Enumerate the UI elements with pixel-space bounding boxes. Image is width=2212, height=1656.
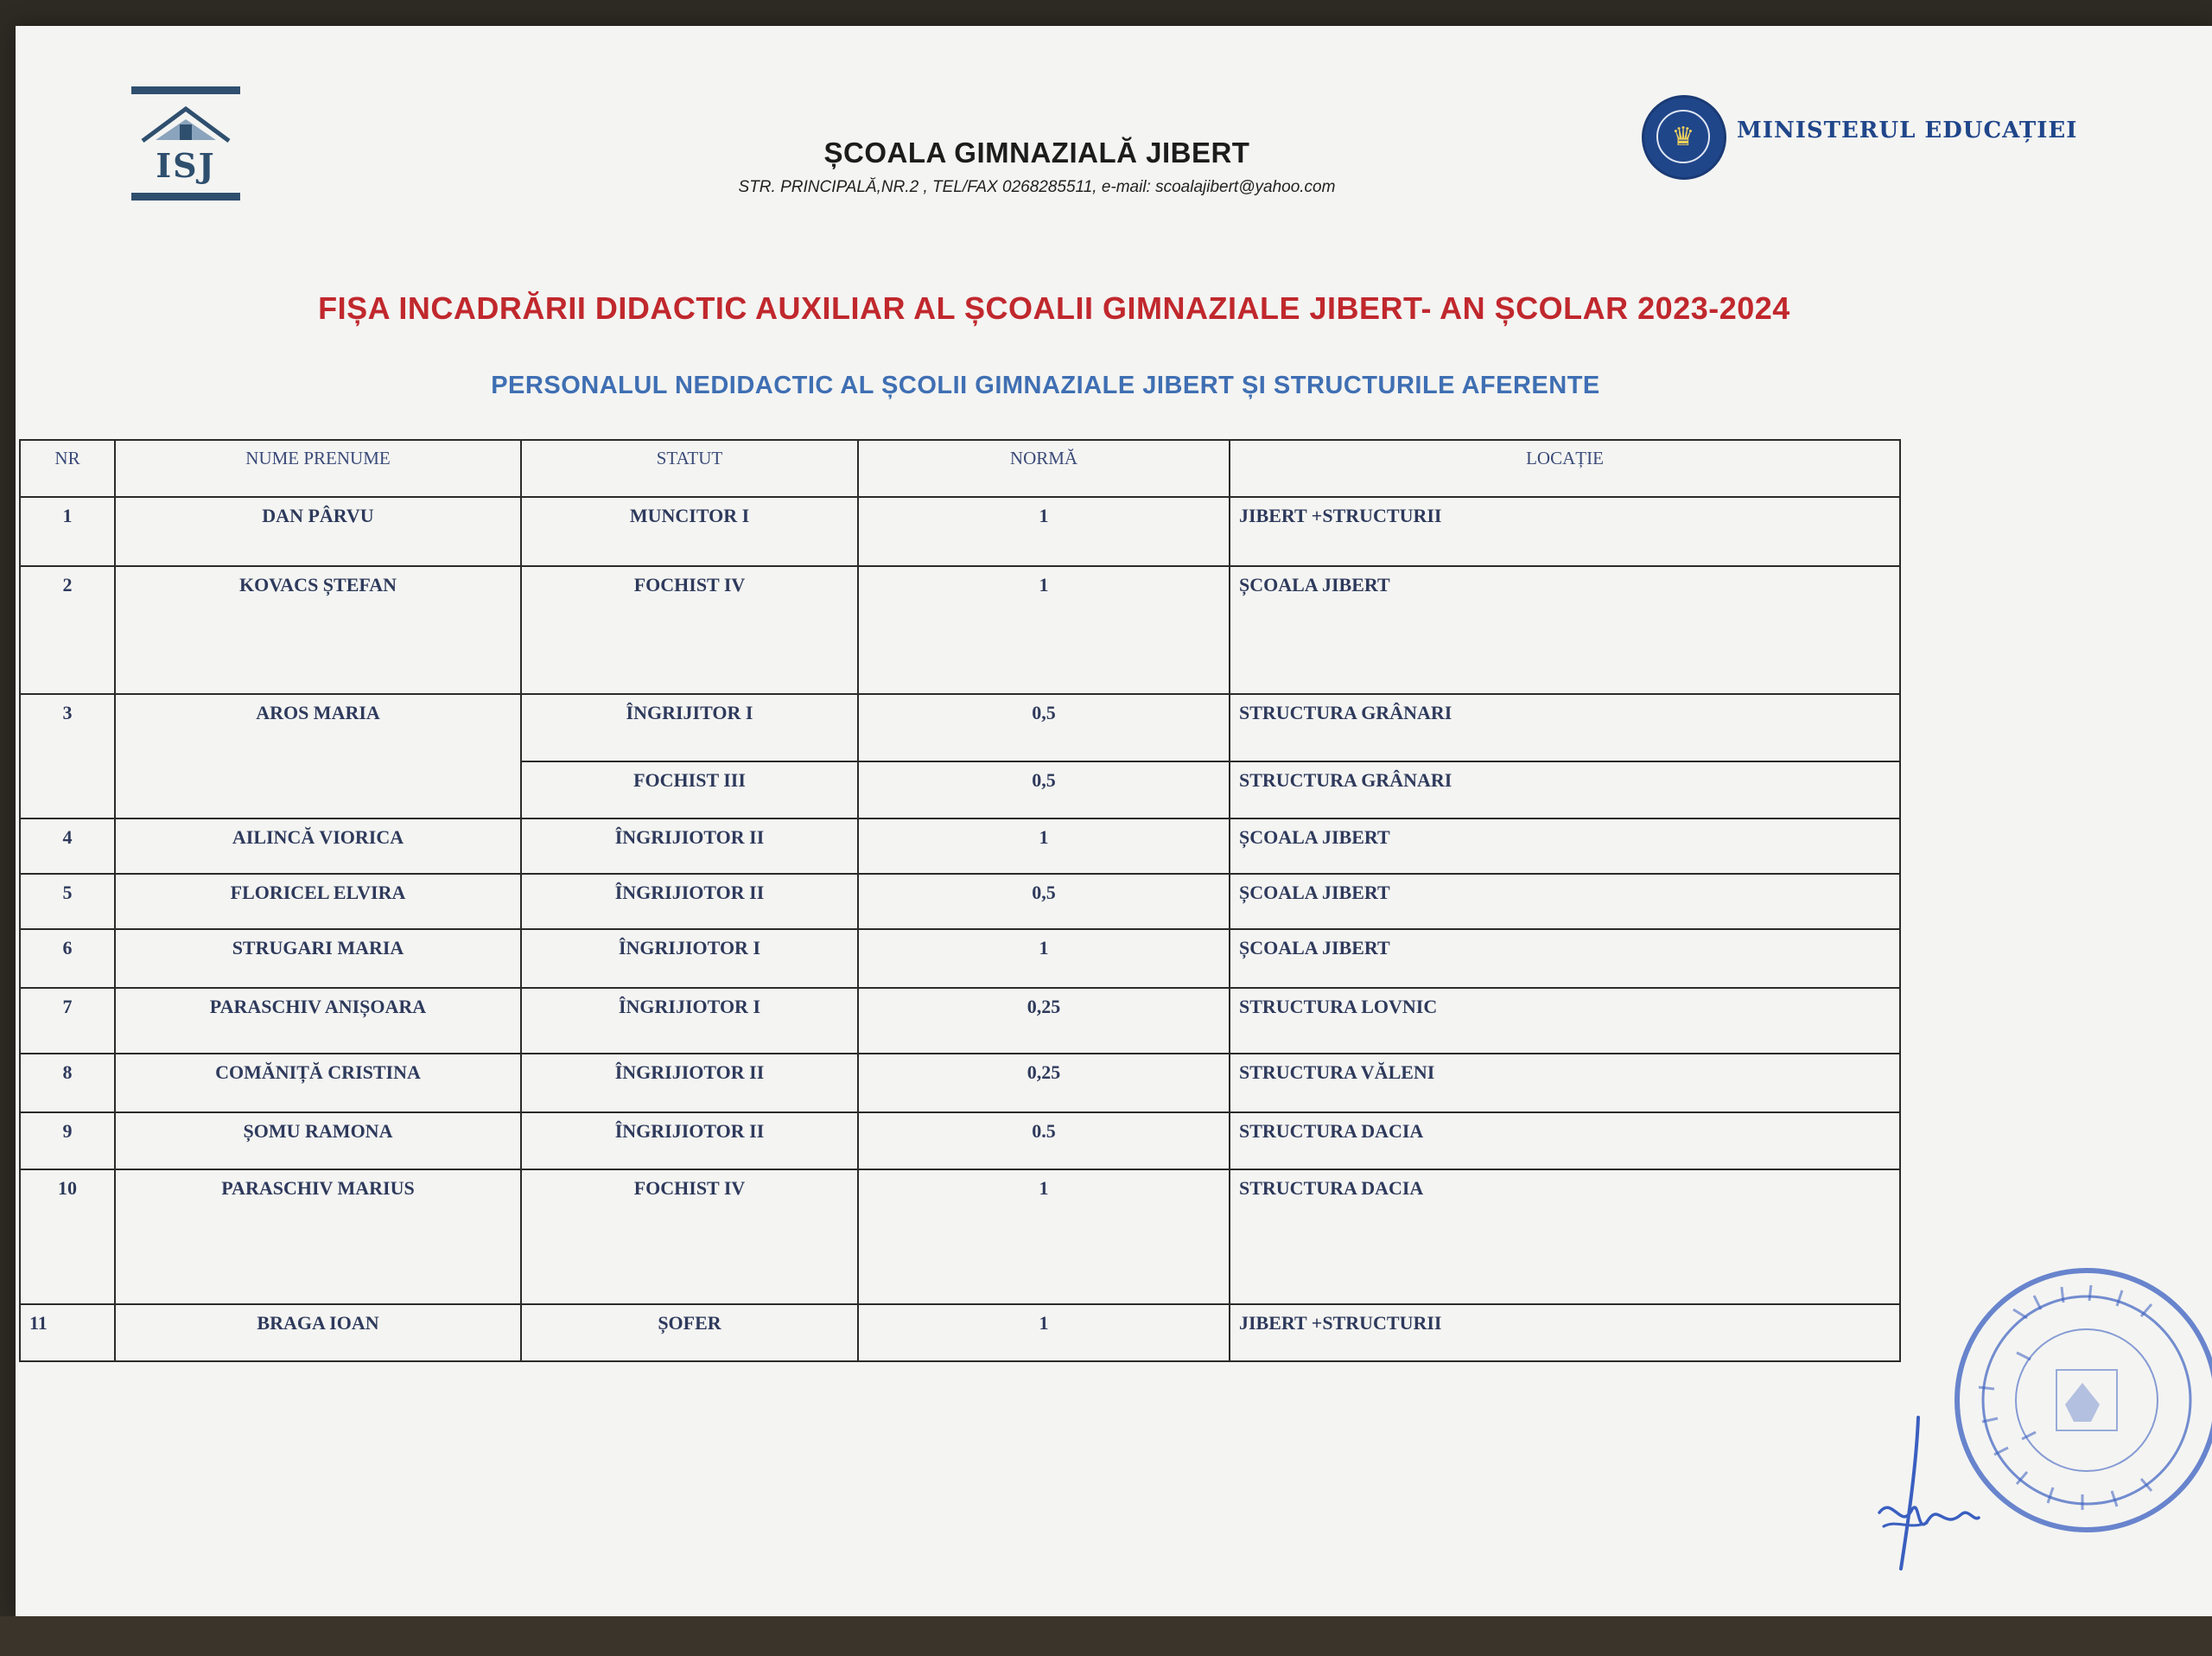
cell-statut: ÎNGRIJITOR I: [521, 694, 858, 761]
cell-nume: STRUGARI MARIA: [115, 929, 521, 988]
cell-nume: FLORICEL ELVIRA: [115, 874, 521, 929]
signature: [1866, 1409, 1987, 1573]
cell-nume: DAN PÂRVU: [115, 497, 521, 566]
cell-nr: 1: [20, 497, 115, 566]
staff-table: [19, 439, 1901, 1362]
table-row: [20, 988, 1900, 1054]
isj-logo: [131, 86, 240, 201]
cell-locatie: ȘCOALA JIBERT: [1230, 566, 1900, 694]
cell-norma: 1: [858, 1304, 1230, 1361]
isj-logo-top-bar: [131, 86, 240, 94]
cell-locatie: STRUCTURA VĂLENI: [1230, 1054, 1900, 1112]
cell-statut: ÎNGRIJIOTOR II: [521, 1054, 858, 1112]
cell-nume: BRAGA IOAN: [115, 1304, 521, 1361]
cell-nume: KOVACS ȘTEFAN: [115, 566, 521, 694]
isj-roof-icon: [138, 102, 233, 145]
cell-norma: 1: [858, 929, 1230, 988]
cell-statut: ÎNGRIJIOTOR II: [521, 818, 858, 874]
document-subtitle: PERSONALUL NEDIDACTIC AL ȘCOLII GIMNAZIALE JIBERT ȘI STRUCTURILE AFERENTE: [491, 372, 1600, 399]
cell-statut: FOCHIST IV: [521, 566, 858, 694]
ministry-logo: [1642, 95, 2078, 182]
cell-locatie: ȘCOALA JIBERT: [1230, 818, 1900, 874]
cell-statut: FOCHIST III: [521, 761, 858, 818]
cell-norma: 1: [858, 818, 1230, 874]
cell-locatie: ȘCOALA JIBERT: [1230, 874, 1900, 929]
romanian-coat-of-arms-icon: ♛: [1642, 95, 1726, 180]
header-nr: NR: [20, 440, 115, 497]
cell-locatie: STRUCTURA DACIA: [1230, 1169, 1900, 1304]
document-title: FIȘA INCADRĂRII DIDACTIC AUXILIAR AL ȘCOALII GIMNAZIALE JIBERT- AN ȘCOLAR 2023-2024: [318, 290, 1790, 326]
cell-locatie: STRUCTURA LOVNIC: [1230, 988, 1900, 1054]
cell-nume: AILINCĂ VIORICA: [115, 818, 521, 874]
cell-nr: 7: [20, 988, 115, 1054]
cell-nr: 2: [20, 566, 115, 694]
cell-norma: 0,25: [858, 988, 1230, 1054]
cell-norma: 0,5: [858, 761, 1230, 818]
table-row: [20, 1112, 1900, 1169]
cell-statut: ÎNGRIJIOTOR II: [521, 874, 858, 929]
cell-norma: 0.5: [858, 1112, 1230, 1169]
isj-logo-text: ISJ: [156, 146, 216, 185]
table-row: [20, 566, 1900, 694]
cell-statut: ȘOFER: [521, 1304, 858, 1361]
cell-nr: 3: [20, 694, 115, 818]
cell-norma: 0,25: [858, 1054, 1230, 1112]
cell-locatie: STRUCTURA GRÂNARI: [1230, 694, 1900, 761]
header-norma: NORMĂ: [858, 440, 1230, 497]
table-row: [20, 497, 1900, 566]
cell-nr: 11: [20, 1304, 115, 1361]
cell-statut: ÎNGRIJIOTOR II: [521, 1112, 858, 1169]
header-locatie: LOCAȚIE: [1230, 440, 1900, 497]
header-nume: NUME PRENUME: [115, 440, 521, 497]
cell-nr: 6: [20, 929, 115, 988]
ministry-name: MINISTERUL EDUCAȚIEI: [1737, 118, 2078, 143]
cell-nr: 4: [20, 818, 115, 874]
cell-nr: 9: [20, 1112, 115, 1169]
cell-statut: ÎNGRIJIOTOR I: [521, 988, 858, 1054]
table-header-row: [20, 440, 1900, 497]
cell-norma: 1: [858, 566, 1230, 694]
cell-statut: MUNCITOR I: [521, 497, 858, 566]
cell-nr: 10: [20, 1169, 115, 1304]
cell-locatie: JIBERT +STRUCTURII: [1230, 497, 1900, 566]
cell-nr: 5: [20, 874, 115, 929]
cell-nume: PARASCHIV ANIȘOARA: [115, 988, 521, 1054]
cell-norma: 0,5: [858, 694, 1230, 761]
table-row: [20, 1304, 1900, 1361]
table-row: [20, 818, 1900, 874]
school-name: ȘCOALA GIMNAZIALĂ JIBERT: [823, 137, 1250, 169]
desk-surface: [0, 1616, 2212, 1656]
cell-statut: FOCHIST IV: [521, 1169, 858, 1304]
cell-norma: 1: [858, 1169, 1230, 1304]
cell-locatie: ȘCOALA JIBERT: [1230, 929, 1900, 988]
header-statut: STATUT: [521, 440, 858, 497]
table-row: [20, 1054, 1900, 1112]
cell-nr: 8: [20, 1054, 115, 1112]
cell-locatie: STRUCTURA GRÂNARI: [1230, 761, 1900, 818]
cell-norma: 0,5: [858, 874, 1230, 929]
cell-nume: COMĂNIȚĂ CRISTINA: [115, 1054, 521, 1112]
table-row: [20, 874, 1900, 929]
isj-logo-bottom-bar: [131, 193, 240, 201]
cell-nume: PARASCHIV MARIUS: [115, 1169, 521, 1304]
school-address: STR. PRINCIPALĂ,NR.2 , TEL/FAX 0268285511, e-mail: scoalajibert@yahoo.com: [738, 178, 1336, 196]
cell-norma: 1: [858, 497, 1230, 566]
cell-locatie: JIBERT +STRUCTURII: [1230, 1304, 1900, 1361]
cell-nume: AROS MARIA: [115, 694, 521, 818]
cell-locatie: STRUCTURA DACIA: [1230, 1112, 1900, 1169]
cell-statut: ÎNGRIJIOTOR I: [521, 929, 858, 988]
table-row: [20, 929, 1900, 988]
table-row: [20, 694, 1900, 761]
cell-nume: ȘOMU RAMONA: [115, 1112, 521, 1169]
table-row: [20, 1169, 1900, 1304]
